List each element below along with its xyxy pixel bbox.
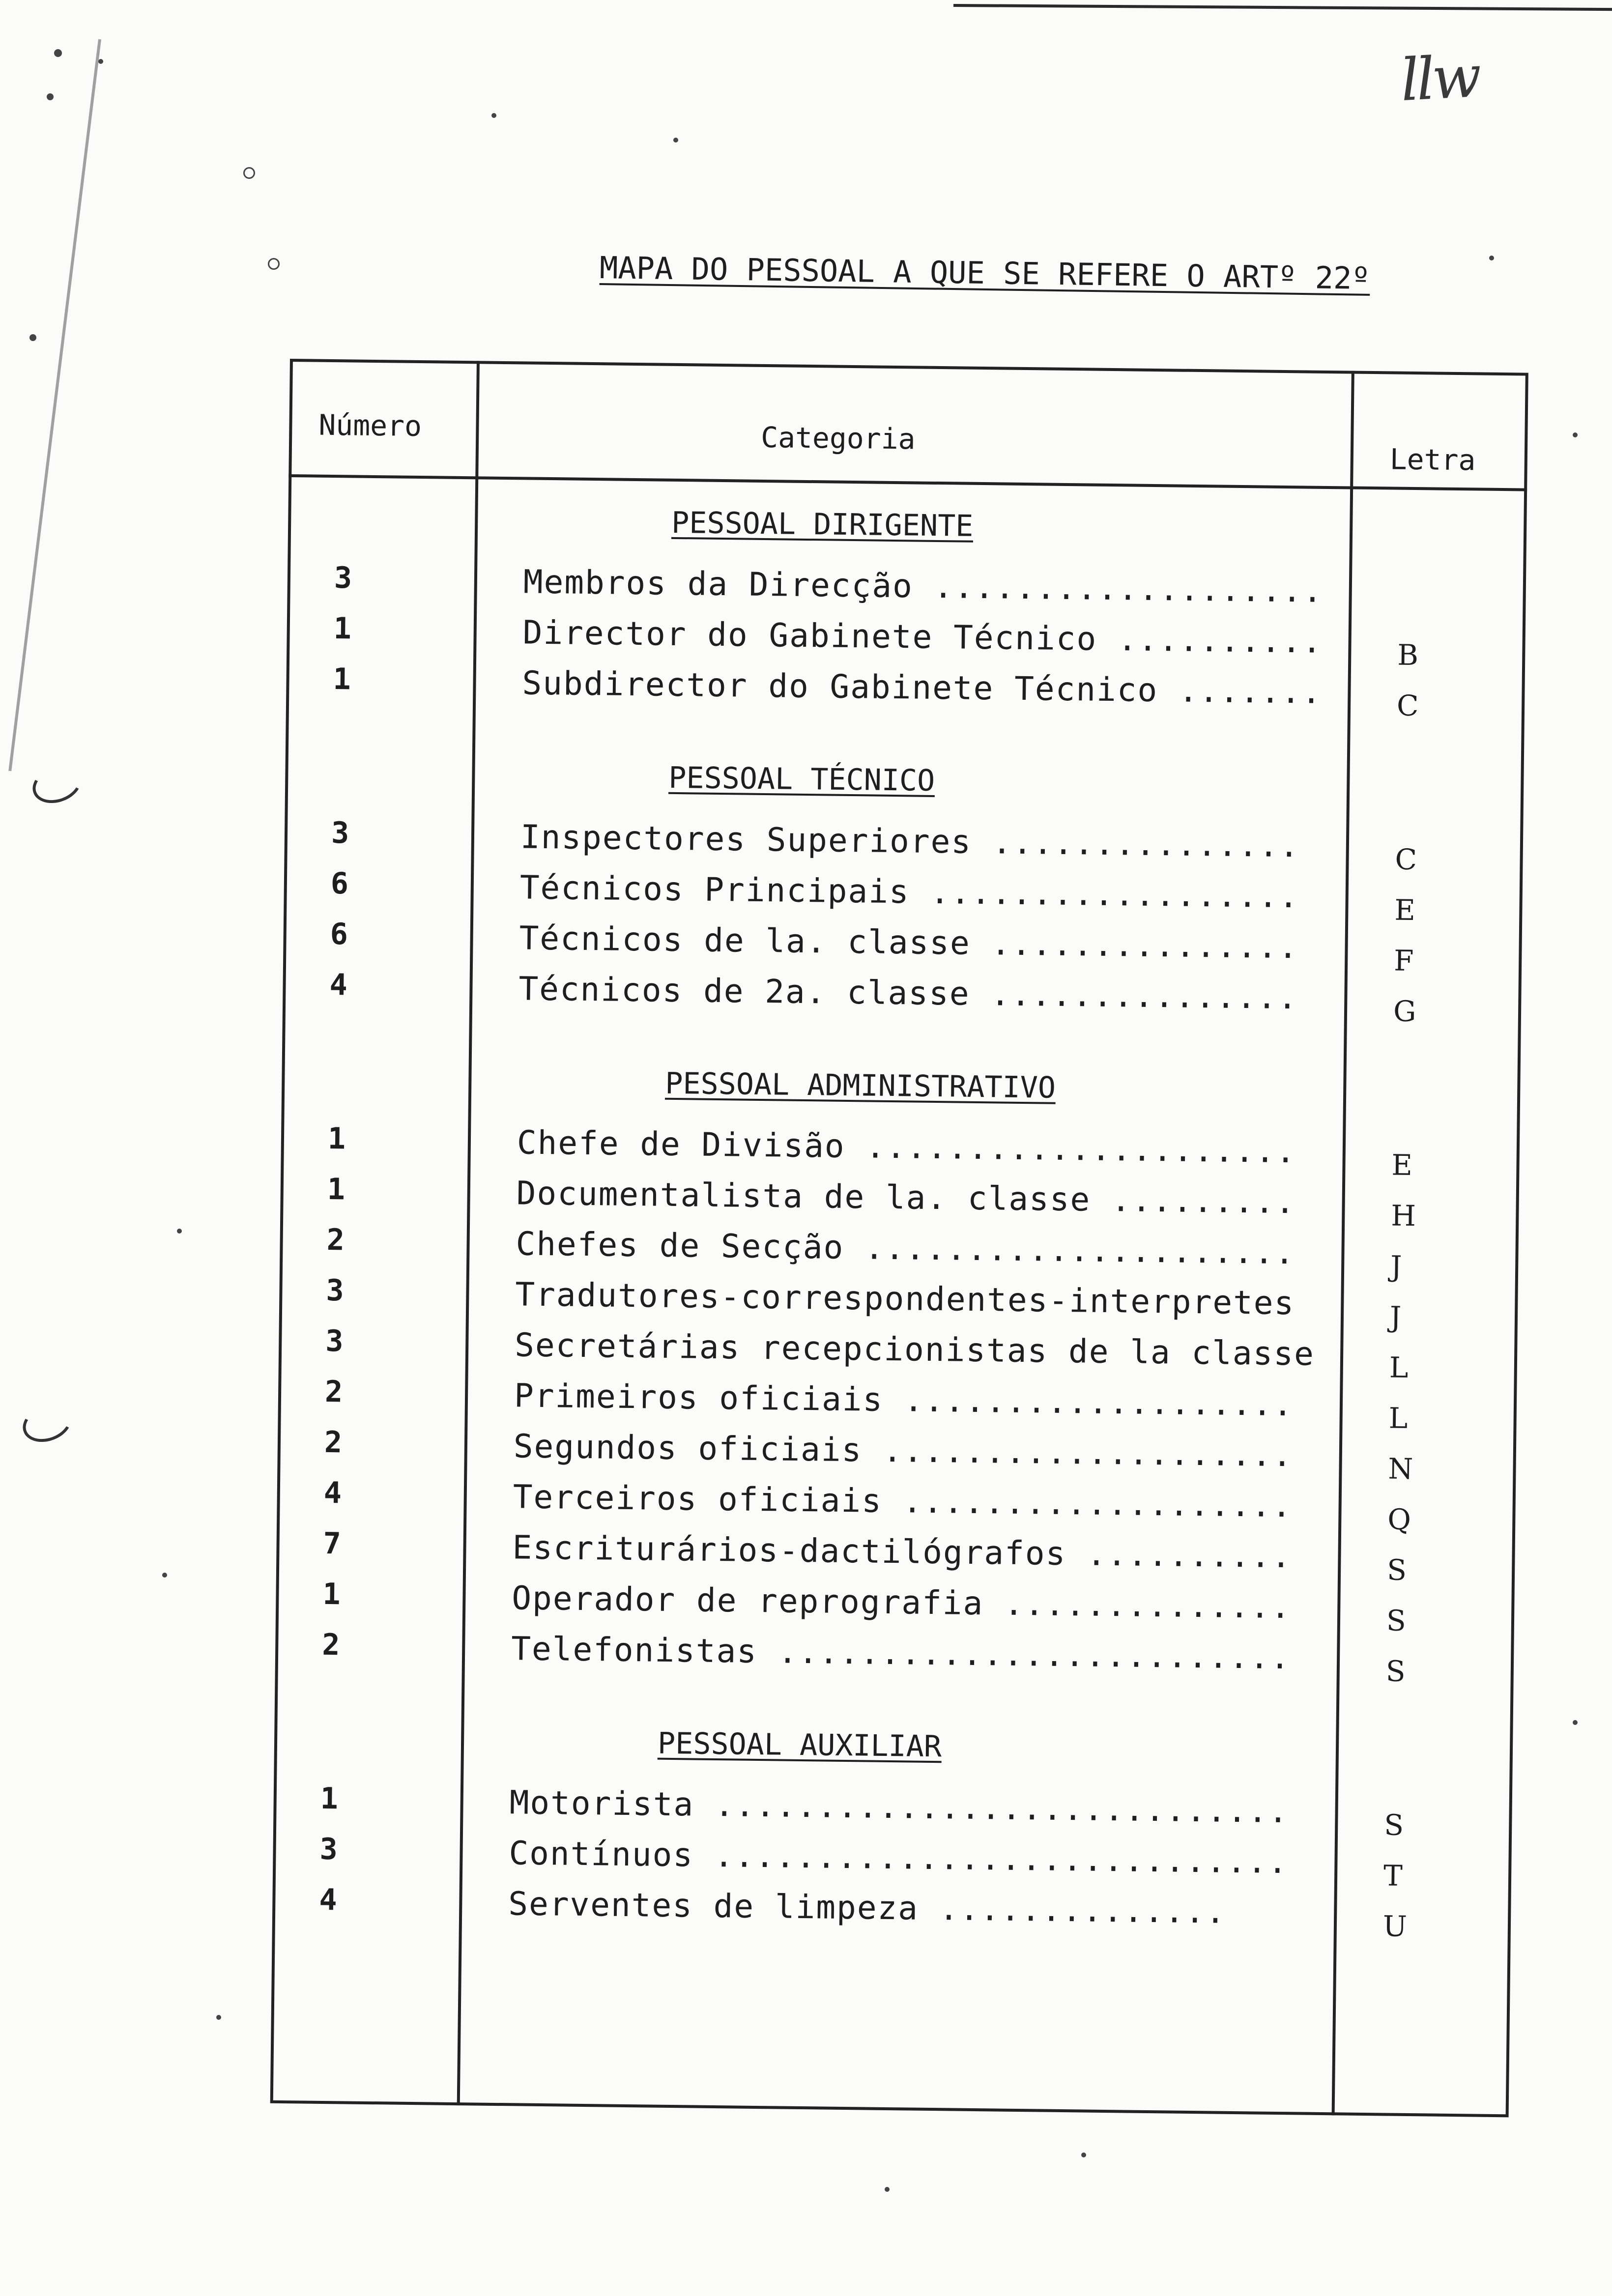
row-categoria: Membros da Direcção ................... — [523, 563, 1324, 610]
row-numero: 3 — [325, 1323, 344, 1359]
row-numero: 2 — [326, 1222, 345, 1258]
row-categoria: Contínuos ............................ — [509, 1834, 1289, 1881]
row-categoria: Secretárias recepcionistas de la classe — [514, 1326, 1315, 1373]
row-letra: S — [1386, 1604, 1407, 1637]
row-numero: 7 — [323, 1526, 342, 1561]
speckle — [29, 334, 36, 341]
header-numero: Número — [318, 408, 422, 443]
speckle-ring — [243, 167, 255, 179]
row-numero: 4 — [319, 1882, 337, 1918]
row-numero: 1 — [327, 1172, 345, 1207]
row-categoria: Técnicos Principais .................. — [519, 868, 1300, 916]
row-categoria: Chefe de Divisão ..................... — [517, 1123, 1297, 1171]
row-numero: 4 — [329, 967, 348, 1003]
row-categoria: Escriturários-dactilógrafos .......... — [512, 1528, 1292, 1576]
section-title: PESSOAL ADMINISTRATIVO — [664, 1066, 1056, 1105]
row-categoria: Técnicos de 2a. classe ............... — [518, 970, 1298, 1017]
speckle — [1573, 432, 1578, 437]
row-numero: 1 — [320, 1781, 339, 1816]
section-title: PESSOAL AUXILIAR — [657, 1726, 942, 1764]
header-letra: Letra — [1389, 442, 1476, 477]
row-categoria: Director do Gabinete Técnico .......... — [522, 613, 1323, 660]
row-letra: B — [1397, 638, 1419, 672]
row-letra: S — [1386, 1553, 1407, 1587]
row-categoria: Primeiros oficiais ................... — [514, 1377, 1294, 1424]
row-categoria: Motorista ............................ — [509, 1783, 1289, 1831]
speckle — [162, 1573, 167, 1578]
speckle — [47, 93, 54, 100]
handwritten-initials: llw — [1399, 42, 1480, 115]
row-letra: L — [1388, 1401, 1408, 1435]
row-letra: N — [1388, 1452, 1413, 1486]
row-categoria: Segundos oficiais .................... — [513, 1427, 1294, 1474]
staff-table — [270, 359, 1528, 2117]
section-title: PESSOAL TÉCNICO — [668, 760, 935, 798]
row-numero: 1 — [327, 1121, 346, 1156]
row-letra: S — [1385, 1654, 1406, 1688]
row-letra: G — [1393, 994, 1416, 1029]
row-numero: 3 — [334, 561, 352, 596]
speckle-ring — [268, 258, 280, 270]
row-numero: 2 — [324, 1374, 343, 1409]
row-letra: E — [1394, 893, 1416, 927]
row-categoria: Serventes de limpeza .............. — [508, 1885, 1227, 1931]
row-categoria: Telefonistas ......................... — [511, 1630, 1291, 1677]
row-letra: J — [1390, 1249, 1402, 1283]
row-categoria: Operador de reprografia .............. — [511, 1579, 1292, 1626]
row-letra: T — [1383, 1859, 1403, 1893]
row-numero: 3 — [331, 816, 349, 851]
speckle — [54, 49, 62, 57]
row-categoria: Chefes de Secção ..................... — [516, 1225, 1295, 1272]
row-numero: 3 — [326, 1273, 345, 1308]
speckle — [177, 1229, 182, 1234]
crescent-mark — [28, 759, 86, 810]
speckle — [673, 138, 678, 143]
row-categoria: Técnicos de la. classe ............... — [519, 919, 1299, 966]
crescent-mark — [18, 1398, 77, 1449]
top-edge-rule — [953, 4, 1612, 11]
section-title: PESSOAL DIRIGENTE — [671, 505, 974, 544]
row-letra: J — [1389, 1300, 1402, 1334]
row-numero: 4 — [323, 1475, 342, 1511]
row-numero: 1 — [322, 1577, 341, 1612]
row-categoria: Subdirector do Gabinete Técnico ....... — [522, 664, 1323, 711]
speckle — [1489, 256, 1494, 260]
speckle — [1081, 2152, 1086, 2157]
row-letra: L — [1389, 1350, 1409, 1384]
row-letra: C — [1395, 842, 1417, 877]
speckle — [98, 59, 103, 64]
speckle — [885, 2187, 890, 2192]
row-categoria: Inspectores Superiores ............... — [520, 818, 1300, 865]
row-numero: 6 — [330, 917, 348, 952]
row-numero: 2 — [321, 1627, 340, 1663]
row-numero: 1 — [333, 662, 351, 697]
row-numero: 3 — [319, 1832, 338, 1867]
row-numero: 2 — [324, 1425, 343, 1460]
header-categoria: Categoria — [760, 420, 916, 456]
row-letra: S — [1383, 1808, 1404, 1842]
row-letra: Q — [1387, 1502, 1411, 1537]
speckle — [1573, 1720, 1578, 1725]
left-margin-line — [8, 39, 101, 772]
speckle — [491, 113, 496, 118]
row-categoria: Documentalista de la. classe ......... — [516, 1174, 1296, 1221]
row-letra: H — [1390, 1199, 1416, 1233]
row-numero: 1 — [333, 611, 352, 646]
row-letra: E — [1391, 1148, 1413, 1182]
row-numero: 6 — [330, 866, 349, 901]
row-categoria: Tradutores-correspondentes-interpretes — [515, 1275, 1295, 1322]
row-letra: C — [1396, 689, 1419, 723]
page-title: MAPA DO PESSOAL A QUE SE REFERE O ARTº 22º — [599, 249, 1371, 296]
row-categoria: Terceiros oficiais ................... — [513, 1478, 1293, 1525]
speckle — [216, 2015, 221, 2020]
row-letra: F — [1393, 944, 1414, 978]
row-letra: U — [1382, 1909, 1408, 1943]
